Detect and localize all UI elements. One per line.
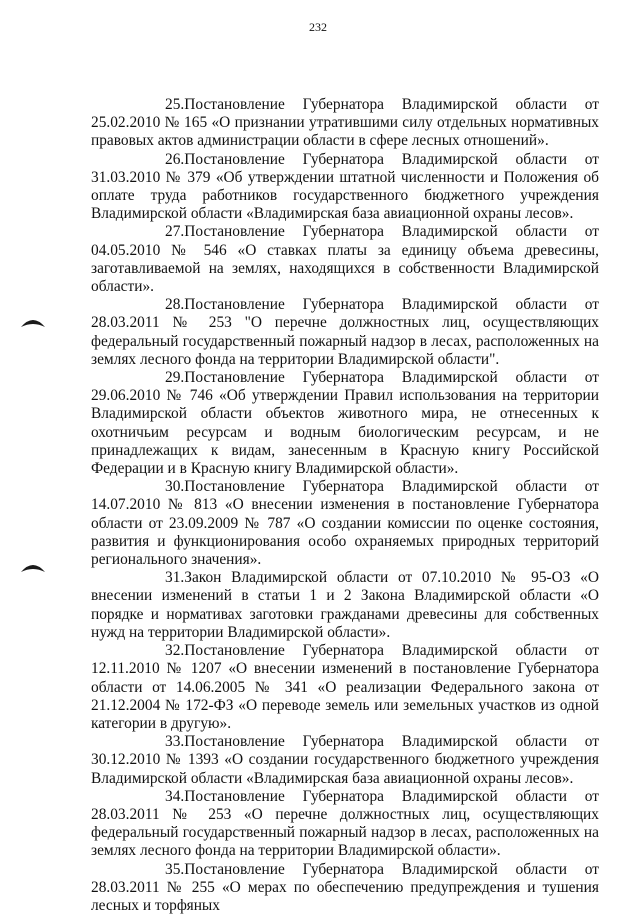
item-text: Закон Владимирской области от 07.10.2010 № 95-ОЗ «О внесении изменений в статьи 1 и 2 Закона Владимирской области «О порядке и нормативах заготовки гражданами древесины для собственных нужд на территории Владимирской области». <box>91 569 599 641</box>
list-item <box>91 733 599 788</box>
item-text: Постановление Губернатора Владимирской области от 25.02.2010 № 165 «О признании утратившими силу отдельных нормативных правовых актов администрации области в сфере лесных отношений». <box>91 96 599 150</box>
list-item <box>91 96 599 151</box>
item-text: Постановление Губернатора Владимирской области от 28.03.2011 № 253 "О перечне должностных лиц, осуществляющих федеральный государственный пожарный надзор в лесах, расположенных на землях лесного фонда на территории Владимирской области". <box>91 296 599 368</box>
item-number: 26. <box>165 150 185 168</box>
item-text: Постановление Губернатора Владимирской области от 29.06.2010 № 746 «Об утверждении Правил использования на территории Владимирской области объектов животного мира, не отнесенных к охотничьим ресурсам и водным биологическим ресурсам, и не принадлежащих к видам, занесенным в Красную книгу Российской Федерации и в Красную книгу Владимирской области». <box>91 369 599 478</box>
item-number: 35. <box>165 860 185 878</box>
binding-hole-mark <box>20 561 46 573</box>
list-item <box>91 642 599 733</box>
item-number: 31. <box>165 569 185 587</box>
list-item <box>91 223 599 296</box>
document-body <box>91 96 599 915</box>
item-number: 27. <box>165 223 185 241</box>
item-text: Постановление Губернатора Владимирской области от 30.12.2010 № 1393 «О создании государственного бюджетного учреждения Владимирской области «Владимирская база авиационной охраны лесов». <box>91 733 599 787</box>
item-text: Постановление Губернатора Владимирской области от 04.05.2010 № 546 «О ставках платы за единицу объема древесины, заготавливаемой на землях, находящихся в собственности Владимирской области». <box>91 223 599 296</box>
list-item <box>91 569 599 642</box>
list-item <box>91 151 599 224</box>
list-item <box>91 861 599 915</box>
item-number: 30. <box>165 478 185 496</box>
item-number: 25. <box>165 96 185 113</box>
list-item <box>91 788 599 861</box>
item-number: 32. <box>165 642 185 660</box>
item-text: Постановление Губернатора Владимирской области от 14.07.2010 № 813 «О внесении изменения в постановление Губернатора области от 23.09.2009 № 787 «О создании комиссии по оценке состояния, развития и функционирования особо охраняемых природных территорий регионального значения». <box>91 478 599 569</box>
item-number: 33. <box>165 733 185 751</box>
item-text: Постановление Губернатора Владимирской области от 28.03.2011 № 253 «О перечне должностных лиц, осуществляющих федеральный государственный пожарный надзор в лесах, расположенных на землях лесного фонда на территории Владимирской области». <box>91 787 599 860</box>
item-text: Постановление Губернатора Владимирской области от 31.03.2010 № 379 «Об утверждении штатной численности и Положения об оплате труда работников государственного бюджетного учреждения Владимирской области «Владимирская база авиационной охраны лесов». <box>91 150 599 223</box>
page-number: 232 <box>309 20 327 34</box>
list-item <box>91 478 599 569</box>
item-number: 28. <box>165 296 185 314</box>
item-text: Постановление Губернатора Владимирской области от 12.11.2010 № 1207 «О внесении изменений в постановление Губернатора области от 14.06.2005 № 341 «О реализации Федерального закона от 21.12.2004 № 172-ФЗ «О переводе земель или земельных участков из одной категории в другую». <box>91 642 599 732</box>
binding-hole-mark <box>20 316 46 328</box>
item-number: 34. <box>165 787 185 805</box>
item-number: 29. <box>165 369 185 387</box>
item-text: Постановление Губернатора Владимирской области от 28.03.2011 № 255 «О мерах по обеспечению предупреждения и тушения лесных и торфяных <box>91 860 599 914</box>
list-item <box>91 296 599 369</box>
list-item <box>91 369 599 478</box>
